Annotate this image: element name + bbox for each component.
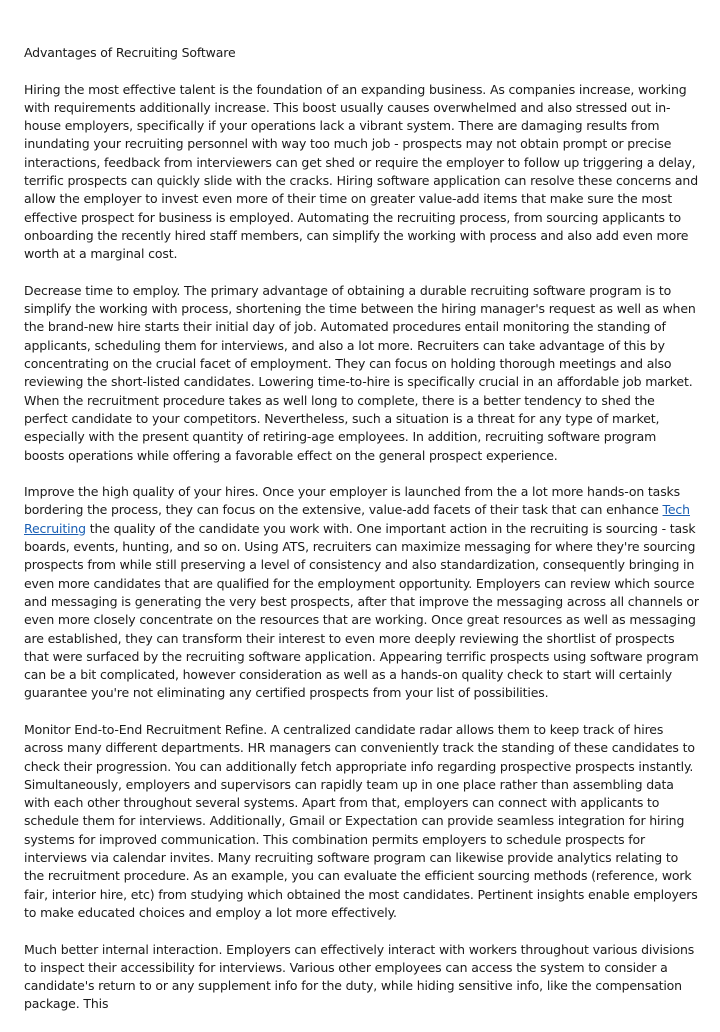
- paragraph-intro: Hiring the most effective talent is the foundation of an expanding business. As companies increase, working with requirements additionally increase. This boost usually causes overwhelmed and also stressed out in-house employers, specifically if your operations lack a vibrant system. There are damaging results from inundating your recruiting personnel with way too much job - prospects may not obtain prompt or precise interactions, feedback from interviewers can get shed or require the employer to follow up triggering a delay, terrific prospects can quickly slide with the cracks. Hiring software application can resolve these concerns and allow the employer to invest even more of their time on greater value-add items that make sure the most effective prospect for business is employed. Automating the recruiting process, from sourcing applicants to onboarding the recently hired staff members, can simplify the working with process and also add even more worth at a marginal cost.: [24, 81, 698, 262]
- paragraph-text-before-link: Improve the high quality of your hires. Once your employer is launched from the a lot more hands-on tasks bordering the process, they can focus on the extensive, value-add facets of their task that can enhance: [24, 484, 681, 518]
- paragraph-internal-interaction: Much better internal interaction. Employers can effectively interact with workers throughout various divisions to inspect their accessibility for interviews. Various other employees can access the system to consider a candidate's return to or any supplement info for the duty, while hiding sensitive info, like the compensation package. This: [24, 941, 695, 1012]
- paragraph-monitor-recruitment: Monitor End-to-End Recruitment Refine. A centralized candidate radar allows them to keep track of hires across many different departments. HR managers can conveniently track the standing of these candidates to check their progression. You can additionally fetch appropriate info regarding prospective prospects instantly. Simultaneously, employers and supervisors can rapidly team up in one place rather than assembling data with each other throughout several systems. Apart from that, employers can connect with applicants to schedule them for interviews. Additionally, Gmail or Expectation can provide seamless integration for hiring systems for improved communication. This combination permits employers to schedule prospects for interviews via calendar invites. Many recruiting software program can likewise provide analytics relating to the recruitment procedure. As an example, you can evaluate the efficient sourcing methods (reference, work fair, interior hire, etc) from studying which obtained the most candidates. Pertinent insights enable employers to make educated choices and employ a lot more effectively.: [24, 721, 698, 920]
- tech-recruiting-link[interactable]: Tech Recruiting: [24, 502, 690, 536]
- document-title: Advantages of Recruiting Software: [24, 45, 236, 60]
- paragraph-text-after-link: the quality of the candidate you work with. One important action in the recruiting is sourcing - task boards, events, hunting, and so on. Using ATS, recruiters can maximize messaging for where they're sourcing prospects from while still preserving a level of consistency and also standardization, consequently bringing in even more candidates that are qualified for the employment opportunity. Employers can review which source and messaging is generating the very best prospects, after that improve the messaging across all channels or even more closely concentrate on the resources that are working. Once great resources as well as messaging are established, they can transform their interest to even more deeply reviewing the shortlist of prospects that were surfaced by the recruiting software application. Appearing terrific prospects using software program can be a bit complicated, however consideration as well as a hands-on quality check to start will certainly guarantee you're not eliminating any certified prospects from your list of possibilities.: [24, 520, 699, 701]
- document-body: [24, 44, 700, 1032]
- paragraph-improve-quality: [24, 483, 700, 703]
- paragraph-decrease-time: Decrease time to employ. The primary advantage of obtaining a durable recruiting software program is to simplify the working with process, shortening the time between the hiring manager's request as well as when the brand-new hire starts their initial day of job. Automated procedures entail monitoring the standing of applicants, scheduling them for interviews, and also a lot more. Recruiters can take advantage of this by concentrating on the crucial facet of employment. They can focus on holding thorough meetings and also reviewing the short-listed candidates. Lowering time-to-hire is specifically crucial in an affordable job market. When the recruitment procedure takes as well long to complete, there is a better tendency to shed the perfect candidate to your competitors. Nevertheless, such a situation is a threat for any type of market, especially with the present quantity of retiring-age employees. In addition, recruiting software program boosts operations while offering a favorable effect on the general prospect experience.: [24, 282, 696, 463]
